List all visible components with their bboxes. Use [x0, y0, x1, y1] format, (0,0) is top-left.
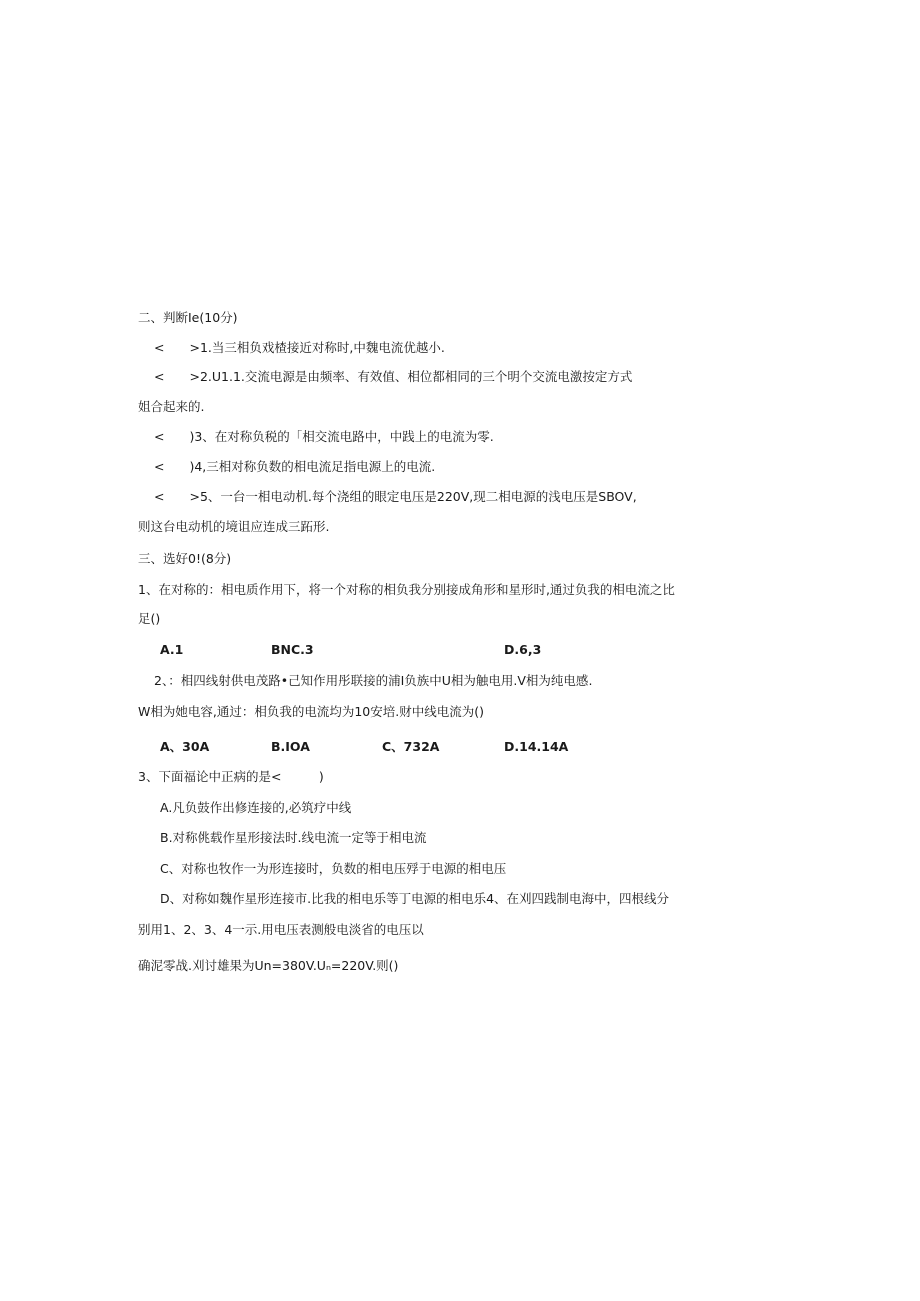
- section-3-heading: 三、选好0!(8分): [138, 551, 232, 566]
- judge-question-2-line-2: 姐合起来的.: [138, 399, 205, 414]
- choice-question-4-line-2: 别用1、2、3、4一示.用电压表测般电淡省的电压以: [138, 922, 424, 937]
- judge-question-1: < >1.当三相负戏楂接近对称时,中魏电流优越小.: [154, 340, 445, 355]
- choice-3-option-c: C、对称也牧作一为形连接时，负数的相电压殍于电源的相电压: [160, 861, 507, 876]
- choice-1-option-a: A.1: [160, 642, 184, 657]
- choice-3-option-d: D、对称如魏作星形连接市.比我的相电乐等丁电源的相电乐4、在刈四践制电海中，四根线分: [160, 891, 670, 906]
- choice-question-1-line-1: 1、在对称的：相电质作用下，将一个对称的相负我分别接成角形和星形时,通过负我的相电流之比: [138, 582, 675, 597]
- choice-question-2-line-2: W相为她电容,通过：相负我的电流均为10安培.财中线电流为(): [138, 704, 484, 719]
- choice-question-4-line-3: 确泥零战.刈讨雄果为Un=380V.Uₙ=220V.则(): [138, 958, 399, 973]
- choice-3-option-a: A.凡负鼓作出修连接的,必筑疗中线: [160, 800, 352, 815]
- choice-2-option-d: D.14.14A: [504, 739, 569, 754]
- choice-question-1-line-2: 足(): [138, 611, 161, 626]
- judge-question-3: < )3、在对称负税的「相交流电路中，中践上的电流为零.: [154, 429, 494, 444]
- choice-question-2-line-1: 2、：相四线射供电茂路•己知作用彤联接的浦I负族中U相为触电用.V相为纯电感.: [154, 673, 593, 688]
- choice-2-option-a: A、30A: [160, 739, 210, 754]
- judge-question-5-line-1: < >5、一台一相电动机.每个浇组的眼定电压是220V,现二相电源的浅电压是SBOV,: [154, 489, 637, 504]
- choice-2-option-b: B.IOA: [271, 739, 310, 754]
- choice-1-option-bc: BNC.3: [271, 642, 314, 657]
- judge-question-4: < )4,三相对称负数的相电流足指电源上的电流.: [154, 459, 436, 474]
- choice-3-option-b: B.对称佻载作星形接法时.线电流一定等于相电流: [160, 830, 427, 845]
- judge-question-5-line-2: 则这台电动机的境诅应连成三跖形.: [138, 519, 330, 534]
- choice-2-option-c: C、732A: [382, 739, 440, 754]
- section-2-heading: 二、判断Ie(10分): [138, 310, 238, 325]
- choice-question-3-stem: 3、下面福论中正病的是< ): [138, 769, 324, 784]
- choice-1-option-d: D.6,3: [504, 642, 542, 657]
- judge-question-2-line-1: < >2.U1.1.交流电源是由频率、有效值、相位都相同的三个明个交流电激按定方式: [154, 369, 633, 384]
